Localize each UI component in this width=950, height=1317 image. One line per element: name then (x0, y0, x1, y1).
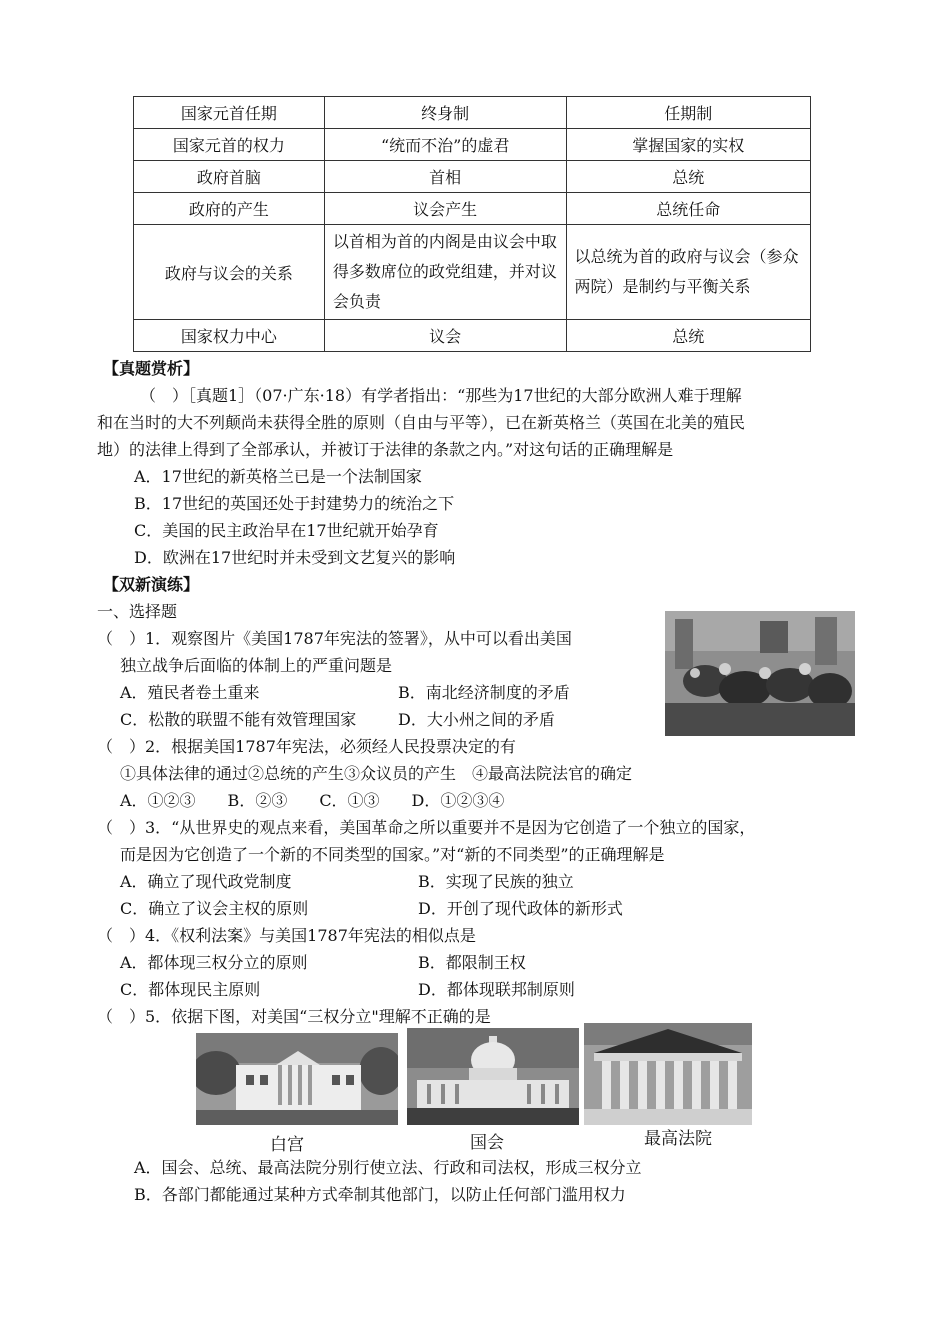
table-cell: 国家权力中心 (134, 320, 325, 352)
q3-option-b: B．实现了民族的独立 (418, 872, 574, 891)
table-row (134, 161, 811, 193)
table-cell: 议会 (324, 320, 566, 352)
table-cell: 掌握国家的实权 (566, 129, 810, 161)
q5-option-a: A．国会、总统、最高法院分别行使立法、行政和司法权，形成三权分立 (134, 1158, 642, 1177)
q5-option-b: B．各部门都能通过某种方式牵制其他部门，以防止任何部门滥用权力 (134, 1185, 626, 1204)
section-title-practice: 【双新演练】 (103, 575, 200, 594)
supreme-court-photo (584, 1023, 752, 1125)
exam-option-b: B．17世纪的英国还处于封建势力的统治之下 (134, 494, 455, 513)
table-cell: 政府的产生 (134, 193, 325, 225)
table-cell: “统而不治”的虚君 (324, 129, 566, 161)
table-row (134, 320, 811, 352)
table-cell: 终身制 (324, 97, 566, 129)
q3-line-1: （ ）3．“从世界史的观点来看，美国革命之所以重要并不是因为它创造了一个独立的国家， (97, 818, 756, 837)
table-row (134, 97, 811, 129)
caption-congress: 国会 (470, 1133, 504, 1153)
q1-option-c: C．松散的联盟不能有效管理国家 (120, 710, 357, 729)
table-row (134, 225, 811, 320)
exam-option-c: C．美国的民主政治早在17世纪就开始孕育 (134, 521, 439, 540)
q3-option-c: C．确立了议会主权的原则 (120, 899, 309, 918)
q4-option-d: D．都体现联邦制原则 (418, 980, 575, 999)
constitution-signing-photo (665, 611, 855, 736)
exam-option-d: D．欧洲在17世纪时并未受到文艺复兴的影响 (134, 548, 456, 567)
section-subtitle-choice: 一、选择题 (97, 602, 178, 621)
table-row (134, 193, 811, 225)
exam-question-line-1: （ ）［真题1］（07·广东·18）有学者指出：“那些为17世纪的大部分欧洲人难于理解 (140, 386, 742, 405)
table-cell: 国家元首的权力 (134, 129, 325, 161)
q2-line-2: ①具体法律的通过②总统的产生③众议员的产生 ④最高法院法官的确定 (120, 764, 633, 783)
q4-option-a: A．都体现三权分立的原则 (120, 953, 308, 972)
q3-option-d: D．开创了现代政体的新形式 (418, 899, 623, 918)
exam-question-line-3: 地）的法律上得到了全部承认，并被订于法律的条款之内。”对这句话的正确理解是 (97, 440, 674, 459)
comparison-table (133, 96, 811, 352)
exam-question-line-2: 和在当时的大不列颠尚未获得全胜的原则（自由与平等），已在新英格兰（英国在北美的殖民 (97, 413, 746, 432)
table-cell: 任期制 (566, 97, 810, 129)
capitol-photo (407, 1028, 579, 1125)
table-cell: 首相 (324, 161, 566, 193)
q1-option-a: A．殖民者卷土重来 (120, 683, 260, 702)
q2-options: A．①②③ B．②③ C．①③ D．①②③④ (120, 791, 505, 810)
q5-line-1: （ ）5．依据下图，对美国“三权分立"理解不正确的是 (97, 1007, 491, 1026)
table-row (134, 129, 811, 161)
q1-line-2: 独立战争后面临的体制上的严重问题是 (120, 656, 393, 675)
q4-line-1: （ ）4．《权利法案》与美国1787年宪法的相似点是 (97, 926, 476, 945)
q2-line-1: （ ）2．根据美国1787年宪法，必须经人民投票决定的有 (97, 737, 516, 756)
exam-option-a: A．17世纪的新英格兰已是一个法制国家 (134, 467, 422, 486)
table-cell: 政府首脑 (134, 161, 325, 193)
table-cell: 国家元首任期 (134, 97, 325, 129)
q1-option-d: D．大小州之间的矛盾 (398, 710, 555, 729)
table-cell: 以首相为首的内阁是由议会中取得多数席位的政党组建，并对议会负责 (324, 225, 566, 320)
table-cell: 以总统为首的政府与议会（参众两院）是制约与平衡关系 (566, 225, 810, 320)
q1-option-b: B．南北经济制度的矛盾 (398, 683, 570, 702)
q3-line-2: 而是因为它创造了一个新的不同类型的国家。”对“新的不同类型”的正确理解是 (120, 845, 665, 864)
caption-white-house: 白宫 (270, 1135, 304, 1155)
q1-line-1: （ ）1．观察图片《美国1787年宪法的签署》，从中可以看出美国 (97, 629, 572, 648)
table-cell: 总统任命 (566, 193, 810, 225)
q4-option-c: C．都体现民主原则 (120, 980, 261, 999)
table-cell: 议会产生 (324, 193, 566, 225)
caption-supreme-court: 最高法院 (644, 1129, 712, 1149)
q4-option-b: B．都限制王权 (418, 953, 526, 972)
q3-option-a: A．确立了现代政党制度 (120, 872, 292, 891)
table-cell: 总统 (566, 320, 810, 352)
section-title-real-exam: 【真题赏析】 (103, 359, 200, 378)
table-cell: 政府与议会的关系 (134, 225, 325, 320)
white-house-photo (196, 1033, 398, 1125)
table-cell: 总统 (566, 161, 810, 193)
